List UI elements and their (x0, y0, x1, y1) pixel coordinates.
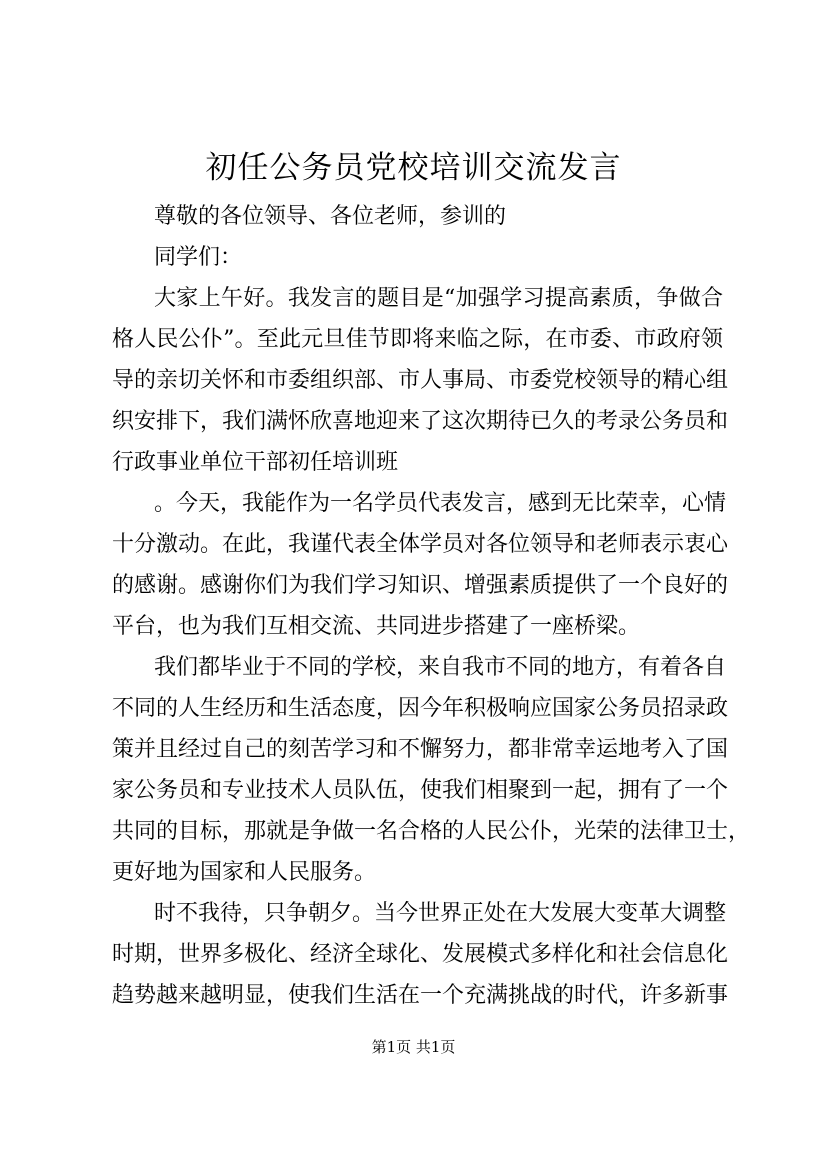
body-line: 策并且经过自己的刻苦学习和不懈努力，都非常幸运地考入了国 (112, 737, 729, 762)
body-line: 的感谢。感谢你们为我们学习知识、增强素质提供了一个良好的 (112, 573, 729, 598)
body-line: 格人民公仆”。至此元旦佳节即将来临之际，在市委、市政府领 (112, 327, 723, 352)
body-line: 尊敬的各位领导、各位老师，参训的 (154, 204, 507, 229)
body-line: 不同的人生经历和生活态度，因今年积极响应国家公务员招录政 (112, 696, 729, 721)
body-line: 同学们： (154, 245, 243, 270)
body-line: 时不我待，只争朝夕。当今世界正处在大发展大变革大调整 (154, 901, 727, 926)
body-line: 。今天，我能作为一名学员代表发言，感到无比荣幸，心情 (154, 491, 727, 516)
body-line: 十分激动。在此，我谨代表全体学员对各位领导和老师表示衷心 (112, 532, 729, 557)
body-line: 家公务员和专业技术人员队伍，使我们相聚到一起，拥有了一个 (112, 778, 729, 803)
body-line: 时期，世界多极化、经济全球化、发展模式多样化和社会信息化 (112, 942, 729, 967)
body-line: 大家上午好。我发言的题目是“加强学习提高素质，争做合 (154, 286, 723, 311)
body-line: 行政事业单位干部初任培训班 (112, 450, 399, 475)
body-line: 共同的目标，那就是争做一名合格的人民公仆，光荣的法律卫士， (112, 819, 751, 844)
body-line: 我们都毕业于不同的学校，来自我市不同的地方，有着各自 (154, 655, 727, 680)
body-line: 平台，也为我们互相交流、共同进步搭建了一座桥梁。 (112, 614, 641, 639)
body-line: 趋势越来越明显，使我们生活在一个充满挑战的时代，许多新事 (112, 983, 729, 1008)
body-line: 导的亲切关怀和市委组织部、市人事局、市委党校领导的精心组 (112, 368, 729, 393)
page-footer: 第1页 共1页 (371, 1038, 456, 1056)
document-title: 初任公务员党校培训交流发言 (205, 150, 622, 186)
body-line: 织安排下，我们满怀欣喜地迎来了这次期待已久的考录公务员和 (112, 409, 729, 434)
body-line: 更好地为国家和人民服务。 (112, 860, 377, 885)
